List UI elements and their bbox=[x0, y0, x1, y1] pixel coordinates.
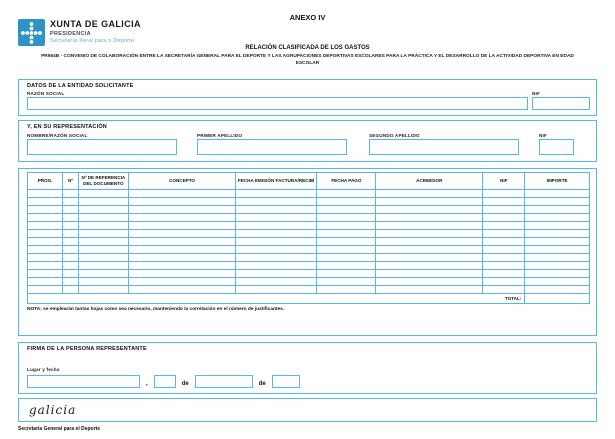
representative-section bbox=[18, 120, 597, 162]
xunta-logo-icon bbox=[18, 19, 45, 46]
table-cell[interactable] bbox=[78, 286, 129, 294]
table-cell[interactable] bbox=[28, 238, 63, 246]
table-cell[interactable] bbox=[317, 270, 376, 278]
table-cell[interactable] bbox=[525, 214, 590, 222]
table-cell[interactable] bbox=[317, 206, 376, 214]
col-fecha-pago: FECHA PAGO bbox=[317, 173, 376, 190]
primer-apellido-field[interactable] bbox=[197, 139, 347, 155]
footer-department: Secretaría General para el Deporte bbox=[18, 426, 100, 432]
table-cell[interactable] bbox=[317, 238, 376, 246]
comma-separator: , bbox=[146, 381, 148, 387]
table-cell[interactable] bbox=[376, 222, 483, 230]
page-title: RELACIÓN CLASIFICADA DE LOS GASTOS bbox=[245, 45, 370, 51]
table-cell[interactable] bbox=[483, 222, 525, 230]
table-cell[interactable] bbox=[483, 214, 525, 222]
table-cell[interactable] bbox=[317, 198, 376, 206]
table-cell[interactable] bbox=[235, 230, 316, 238]
table-cell[interactable] bbox=[78, 238, 129, 246]
table-cell[interactable] bbox=[78, 262, 129, 270]
applicant-nif-field[interactable] bbox=[532, 97, 590, 110]
applicant-section bbox=[18, 79, 597, 116]
razon-social-field[interactable] bbox=[27, 97, 528, 110]
table-cell[interactable] bbox=[28, 190, 63, 198]
table-cell[interactable] bbox=[525, 222, 590, 230]
table-cell[interactable] bbox=[63, 238, 78, 246]
signature-section bbox=[18, 342, 597, 394]
table-cell[interactable] bbox=[376, 262, 483, 270]
table-cell[interactable] bbox=[525, 238, 590, 246]
table-cell[interactable] bbox=[28, 278, 63, 286]
total-row bbox=[28, 294, 590, 304]
table-cell[interactable] bbox=[317, 286, 376, 294]
table-row bbox=[28, 230, 590, 238]
table-row bbox=[28, 270, 590, 278]
table-cell[interactable] bbox=[28, 206, 63, 214]
expenses-section bbox=[18, 168, 597, 336]
table-cell[interactable] bbox=[376, 278, 483, 286]
table-cell[interactable] bbox=[483, 190, 525, 198]
table-row bbox=[28, 214, 590, 222]
table-row bbox=[28, 206, 590, 214]
table-cell[interactable] bbox=[317, 222, 376, 230]
table-cell[interactable] bbox=[376, 286, 483, 294]
total-label: TOTAL: bbox=[28, 294, 525, 304]
table-note: NOTA: se emplearán tantas hojas como sea necesario, manteniendo la correlación en el número de justificantes. bbox=[27, 307, 285, 312]
table-cell[interactable] bbox=[483, 238, 525, 246]
table-cell[interactable] bbox=[317, 214, 376, 222]
col-importe: IMPORTE bbox=[525, 173, 590, 190]
table-cell[interactable] bbox=[129, 206, 236, 214]
table-cell[interactable] bbox=[63, 254, 78, 262]
table-cell[interactable] bbox=[78, 246, 129, 254]
col-concepto: CONCEPTO bbox=[129, 173, 236, 190]
expenses-table-body bbox=[28, 190, 590, 294]
expenses-table bbox=[27, 172, 590, 304]
table-cell[interactable] bbox=[317, 246, 376, 254]
year-field[interactable] bbox=[272, 375, 300, 388]
table-cell[interactable] bbox=[525, 198, 590, 206]
applicant-nif-label: NIF bbox=[532, 91, 540, 96]
table-cell[interactable] bbox=[483, 278, 525, 286]
table-cell[interactable] bbox=[78, 206, 129, 214]
table-cell[interactable] bbox=[63, 270, 78, 278]
segundo-apellido-field[interactable] bbox=[369, 139, 519, 155]
nombre-label: NOMBRE/RAZÓN SOCIAL bbox=[27, 133, 88, 138]
table-cell[interactable] bbox=[235, 286, 316, 294]
table-cell[interactable] bbox=[129, 198, 236, 206]
day-field[interactable] bbox=[154, 375, 176, 388]
de-separator-2: de bbox=[258, 381, 266, 387]
table-row bbox=[28, 262, 590, 270]
table-cell[interactable] bbox=[129, 254, 236, 262]
table-cell[interactable] bbox=[129, 262, 236, 270]
table-cell[interactable] bbox=[235, 270, 316, 278]
table-cell[interactable] bbox=[78, 190, 129, 198]
table-cell[interactable] bbox=[63, 206, 78, 214]
signature-section-title: FIRMA DE LA PERSONA REPRESENTANTE bbox=[27, 346, 147, 352]
de-separator-1: de bbox=[181, 381, 189, 387]
table-cell[interactable] bbox=[317, 254, 376, 262]
place-field[interactable] bbox=[27, 375, 140, 388]
table-cell[interactable] bbox=[235, 206, 316, 214]
applicant-section-title: DATOS DE LA ENTIDAD SOLICITANTE bbox=[27, 83, 134, 89]
table-cell[interactable] bbox=[129, 222, 236, 230]
table-cell[interactable] bbox=[63, 198, 78, 206]
table-cell[interactable] bbox=[235, 262, 316, 270]
table-cell[interactable] bbox=[28, 230, 63, 238]
table-cell[interactable] bbox=[63, 262, 78, 270]
table-cell[interactable] bbox=[28, 222, 63, 230]
table-cell[interactable] bbox=[525, 246, 590, 254]
table-cell[interactable] bbox=[235, 222, 316, 230]
table-cell[interactable] bbox=[483, 230, 525, 238]
table-cell[interactable] bbox=[376, 206, 483, 214]
lugar-fecha-label: Lugar y fecha bbox=[27, 367, 60, 372]
col-referencia: Nº DE REFERENCIA DEL DOCUMENTO bbox=[78, 173, 129, 190]
table-cell[interactable] bbox=[28, 246, 63, 254]
table-row bbox=[28, 198, 590, 206]
table-cell[interactable] bbox=[235, 190, 316, 198]
table-cell[interactable] bbox=[129, 190, 236, 198]
col-prog: PROG. bbox=[28, 173, 63, 190]
table-cell[interactable] bbox=[129, 238, 236, 246]
table-cell[interactable] bbox=[28, 270, 63, 278]
table-row bbox=[28, 254, 590, 262]
table-cell[interactable] bbox=[78, 198, 129, 206]
table-cell[interactable] bbox=[525, 270, 590, 278]
primer-apellido-label: PRIMER APELLIDO bbox=[197, 133, 243, 138]
table-cell[interactable] bbox=[376, 246, 483, 254]
table-cell[interactable] bbox=[28, 214, 63, 222]
table-cell[interactable] bbox=[483, 270, 525, 278]
table-cell[interactable] bbox=[483, 198, 525, 206]
table-cell[interactable] bbox=[63, 214, 78, 222]
table-row bbox=[28, 238, 590, 246]
table-cell[interactable] bbox=[63, 222, 78, 230]
table-row bbox=[28, 286, 590, 294]
table-cell[interactable] bbox=[525, 262, 590, 270]
table-cell[interactable] bbox=[78, 222, 129, 230]
table-row bbox=[28, 190, 590, 198]
brand-subdepartment: Secretaría Xeral para o Deporte bbox=[50, 38, 135, 44]
table-row bbox=[28, 278, 590, 286]
segundo-apellido-label: SEGUNDO APELLIDO bbox=[369, 133, 420, 138]
col-acreedor: ACREEDOR bbox=[376, 173, 483, 190]
nombre-field[interactable] bbox=[27, 139, 177, 155]
table-cell[interactable] bbox=[483, 254, 525, 262]
table-cell[interactable] bbox=[63, 278, 78, 286]
total-field[interactable] bbox=[525, 294, 590, 304]
col-fecha-emision: FECHA EMISIÓN FACTURA/RECIBÍ bbox=[235, 173, 316, 190]
galicia-logo: galicia bbox=[29, 403, 77, 417]
table-cell[interactable] bbox=[129, 230, 236, 238]
table-cell[interactable] bbox=[129, 214, 236, 222]
table-cell[interactable] bbox=[78, 254, 129, 262]
table-cell[interactable] bbox=[78, 214, 129, 222]
table-row bbox=[28, 246, 590, 254]
signature-date-row bbox=[27, 375, 300, 388]
procedure-subtitle: PR954B - CONVENIO DE COLABORACIÓN ENTRE LA SECRETARÍA GENERAL PARA EL DEPORTE Y LAS AGRUPACIONES DEPORTIVAS ESCOLARES PARA LA PRÁCTICA Y EL DESARROLLO DE LA ACTIVIDAD DEPORTIVA EN EDAD ESCOLAR bbox=[41, 54, 574, 66]
table-row bbox=[28, 222, 590, 230]
representative-nif-field[interactable] bbox=[539, 139, 574, 155]
table-cell[interactable] bbox=[376, 230, 483, 238]
table-cell[interactable] bbox=[376, 190, 483, 198]
table-cell[interactable] bbox=[317, 278, 376, 286]
table-cell[interactable] bbox=[317, 190, 376, 198]
table-cell[interactable] bbox=[129, 270, 236, 278]
table-cell[interactable] bbox=[235, 246, 316, 254]
table-cell[interactable] bbox=[483, 206, 525, 214]
table-cell[interactable] bbox=[525, 230, 590, 238]
col-nif: NIF bbox=[483, 173, 525, 190]
table-cell[interactable] bbox=[376, 238, 483, 246]
table-cell[interactable] bbox=[376, 214, 483, 222]
table-cell[interactable] bbox=[235, 278, 316, 286]
brand-name: XUNTA DE GALICIA bbox=[50, 19, 141, 29]
representative-nif-label: NIF bbox=[539, 133, 547, 138]
table-header-row bbox=[28, 173, 590, 190]
table-cell[interactable] bbox=[63, 246, 78, 254]
table-cell[interactable] bbox=[235, 238, 316, 246]
table-cell[interactable] bbox=[525, 278, 590, 286]
footer-logo-box bbox=[18, 398, 597, 422]
table-cell[interactable] bbox=[28, 286, 63, 294]
month-field[interactable] bbox=[195, 375, 253, 388]
table-cell[interactable] bbox=[376, 270, 483, 278]
table-cell[interactable] bbox=[525, 254, 590, 262]
table-cell[interactable] bbox=[235, 198, 316, 206]
table-cell[interactable] bbox=[63, 230, 78, 238]
table-cell[interactable] bbox=[483, 246, 525, 254]
table-cell[interactable] bbox=[525, 286, 590, 294]
representative-section-title: Y, EN SU REPRESENTACIÓN bbox=[27, 124, 107, 130]
table-cell[interactable] bbox=[28, 198, 63, 206]
table-cell[interactable] bbox=[483, 262, 525, 270]
table-cell[interactable] bbox=[525, 206, 590, 214]
table-cell[interactable] bbox=[28, 262, 63, 270]
table-cell[interactable] bbox=[63, 190, 78, 198]
table-cell[interactable] bbox=[63, 286, 78, 294]
header-brand bbox=[50, 19, 141, 44]
table-cell[interactable] bbox=[317, 262, 376, 270]
annex-label: ANEXO IV bbox=[289, 13, 326, 22]
table-cell[interactable] bbox=[129, 286, 236, 294]
table-cell[interactable] bbox=[483, 286, 525, 294]
brand-department: PRESIDENCIA bbox=[50, 31, 91, 37]
table-cell[interactable] bbox=[129, 278, 236, 286]
table-cell[interactable] bbox=[28, 254, 63, 262]
table-cell[interactable] bbox=[317, 230, 376, 238]
razon-social-label: RAZÓN SOCIAL bbox=[27, 91, 65, 96]
table-cell[interactable] bbox=[129, 246, 236, 254]
table-cell[interactable] bbox=[376, 254, 483, 262]
table-cell[interactable] bbox=[78, 278, 129, 286]
table-cell[interactable] bbox=[235, 254, 316, 262]
table-cell[interactable] bbox=[376, 198, 483, 206]
table-cell[interactable] bbox=[78, 230, 129, 238]
table-cell[interactable] bbox=[78, 270, 129, 278]
table-cell[interactable] bbox=[235, 214, 316, 222]
col-numero: Nº bbox=[63, 173, 78, 190]
table-cell[interactable] bbox=[525, 190, 590, 198]
